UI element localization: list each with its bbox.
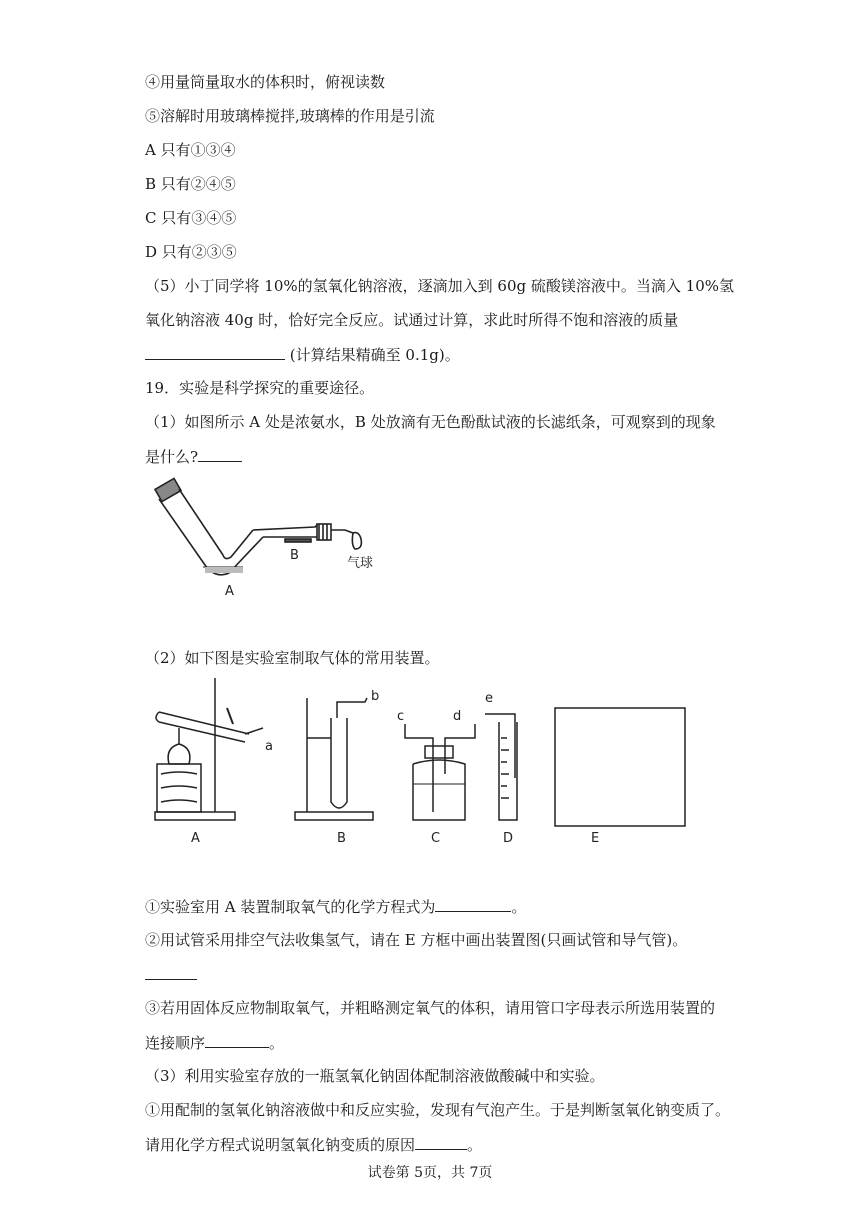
label-b: B [337, 831, 346, 846]
v-tube-figure [145, 475, 405, 605]
port-c: c [397, 709, 405, 724]
apparatus-figure [145, 678, 705, 848]
answer-blank[interactable] [145, 344, 285, 360]
label-balloon: 气球 [347, 556, 374, 571]
label-c: C [431, 831, 441, 846]
option-b: B 只有②④⑤ [145, 175, 236, 193]
label-b: B [290, 548, 299, 563]
port-d: d [453, 709, 462, 724]
answer-blank[interactable] [145, 964, 197, 980]
question-19-1-line2: 是什么? [145, 446, 242, 467]
drawing-box-e [555, 708, 685, 826]
answer-blank[interactable] [435, 896, 511, 912]
label-e: E [591, 831, 600, 846]
text-line: ⑤溶解时用玻璃棒搅拌,玻璃棒的作用是引流 [145, 107, 435, 125]
port-b: b [371, 689, 380, 704]
sub-question-t1: ①用配制的氢氧化钠溶液做中和反应实验，发现有气泡产生。于是判断氢氧化钠变质了。 [145, 1101, 731, 1119]
sub-question-3-line1: ③若用固体反应物制取氧气，并粗略测定氧气的体积，请用管口字母表示所选用装置的 [145, 999, 716, 1017]
question-19-2: （2）如下图是实验室制取气体的常用装置。 [145, 649, 440, 667]
text-line: ④用量筒量取水的体积时，俯视读数 [145, 73, 386, 91]
sub-question-t2: 请用化学方程式说明氢氧化钠变质的原因 。 [145, 1136, 483, 1154]
sub-question-1: ①实验室用 A 装置制取氧气的化学方程式为 。 [145, 898, 527, 916]
sub-question-3-line2: 连接顺序 。 [145, 1034, 285, 1052]
question-5-line3: (计算结果精确至 0.1g)。 [145, 344, 460, 365]
question-19-3: （3）利用实验室存放的一瓶氢氧化钠固体配制溶液做酸碱中和实验。 [145, 1067, 605, 1085]
label-d: D [503, 831, 514, 846]
answer-blank[interactable] [198, 446, 242, 462]
option-c: C 只有③④⑤ [145, 209, 237, 227]
page-footer: 试卷第 5页，共 7页 [367, 1165, 493, 1181]
answer-blank[interactable] [205, 1032, 269, 1048]
question-5-line2: 氧化钠溶液 40g 时，恰好完全反应。试通过计算，求此时所得不饱和溶液的质量 [145, 311, 679, 329]
question-19-1-line1: （1）如图所示 A 处是浓氨水，B 处放滴有无色酚酞试液的长滤纸条，可观察到的现象 [145, 413, 716, 431]
option-d: D 只有②③⑤ [145, 243, 237, 261]
label-a: A [191, 831, 200, 846]
question-19-title: 19．实验是科学探究的重要途径。 [145, 379, 375, 397]
option-a: A 只有①③④ [145, 141, 236, 159]
port-a: a [265, 739, 273, 754]
answer-blank[interactable] [415, 1134, 467, 1150]
sub-question-2-blank [145, 964, 197, 985]
sub-question-2: ②用试管采用排空气法收集氢气，请在 E 方框中画出装置图(只画试管和导气管)。 [145, 931, 688, 949]
port-e: e [485, 691, 493, 706]
question-5-line1: （5）小丁同学将 10%的氢氧化钠溶液，逐滴加入到 60g 硫酸镁溶液中。当滴入 10%氢 [145, 277, 734, 295]
label-a: A [225, 584, 234, 599]
